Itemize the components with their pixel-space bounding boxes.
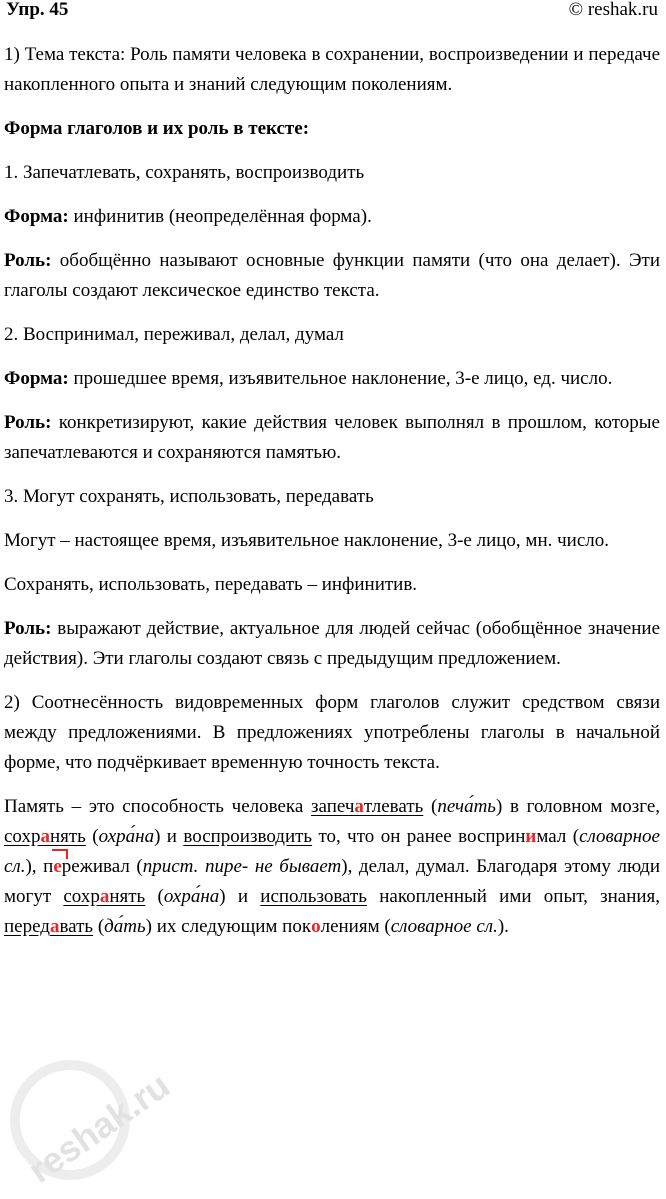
word-ispolzovat: использовать [260, 886, 367, 907]
word-peredavat: передавать [4, 916, 94, 937]
verb-group-3-role: Роль: выражают действие, актуальное для людей сейчас (обобщённое значение действия). Эти глаголы создают связь с предыдущим предложением. [4, 618, 660, 669]
word-zapechatlevat: запечатлевать [311, 796, 424, 817]
exercise-title: Упр. 45 [6, 0, 69, 20]
verb-group-3-p2: Сохранять, использовать, передавать – инфинитив. [4, 574, 418, 595]
page-header [0, 0, 666, 30]
verb-group-2-head: 2. Воспринимал, переживал, делал, думал [4, 324, 344, 345]
tense-correlation: 2) Соотнесённость видовременных форм глаголов служит средством связи между предложениями. В предложениях употреблены глаголы в начальной форме, что подчёркивает временную точность текста. [4, 692, 660, 773]
verb-group-3-p1: Могут – настоящее время, изъявительное наклонение, 3-е лицо, мн. число. [4, 530, 610, 551]
text-topic: 1) Тема текста: Роль памяти человека в сохранении, воспроизведении и передаче накопленного опыта и знаний следующим поколениям. [4, 44, 660, 95]
spelling-paragraph: Память – это способность человека запечатлевать (печа́ть) в головном мозге, сохранять (охра́на) и воспроизводить то, что он ранее воспринимал (словарное сл.), переживал (прист. пире- не бывает), делал, думал. Благодаря этому люди могут сохранять (охра́на) и использовать накопленный ими опыт, знания, передавать (да́ть) их следующим поколениям (словарное сл.). [4, 796, 661, 937]
watermark-text: reshak.ru [20, 1064, 177, 1191]
word-sokhranyat-2: сохранять [63, 886, 146, 907]
word-vosproizvodit: воспроизводить [183, 826, 313, 847]
copyright: © reshak.ru [568, 0, 658, 20]
verb-group-3-head: 3. Могут сохранять, использовать, передавать [4, 486, 374, 507]
watermark [0, 1055, 177, 1199]
answer-content [4, 40, 660, 956]
word-sokhranyat: сохранять [4, 826, 86, 847]
watermark-ring [10, 1060, 130, 1180]
prefix-mark: е [53, 852, 61, 882]
verb-group-2-role: Роль: конкретизируют, какие действия человек выполнял в прошлом, которые запечатлеваются и сохраняются памятью. [4, 412, 660, 463]
verb-group-1-form: Форма: инфинитив (неопределённая форма). [4, 206, 372, 227]
verb-group-2-form: Форма: прошедшее время, изъявительное наклонение, 3-е лицо, ед. число. [4, 368, 613, 389]
verb-group-1-head: 1. Запечатлевать, сохранять, воспроизводить [4, 162, 365, 183]
section-heading: Форма глаголов и их роль в тексте: [4, 118, 310, 139]
verb-group-1-role: Роль: обобщённо называют основные функции памяти (что она делает). Эти глаголы создают лексическое единство текста. [4, 250, 660, 301]
